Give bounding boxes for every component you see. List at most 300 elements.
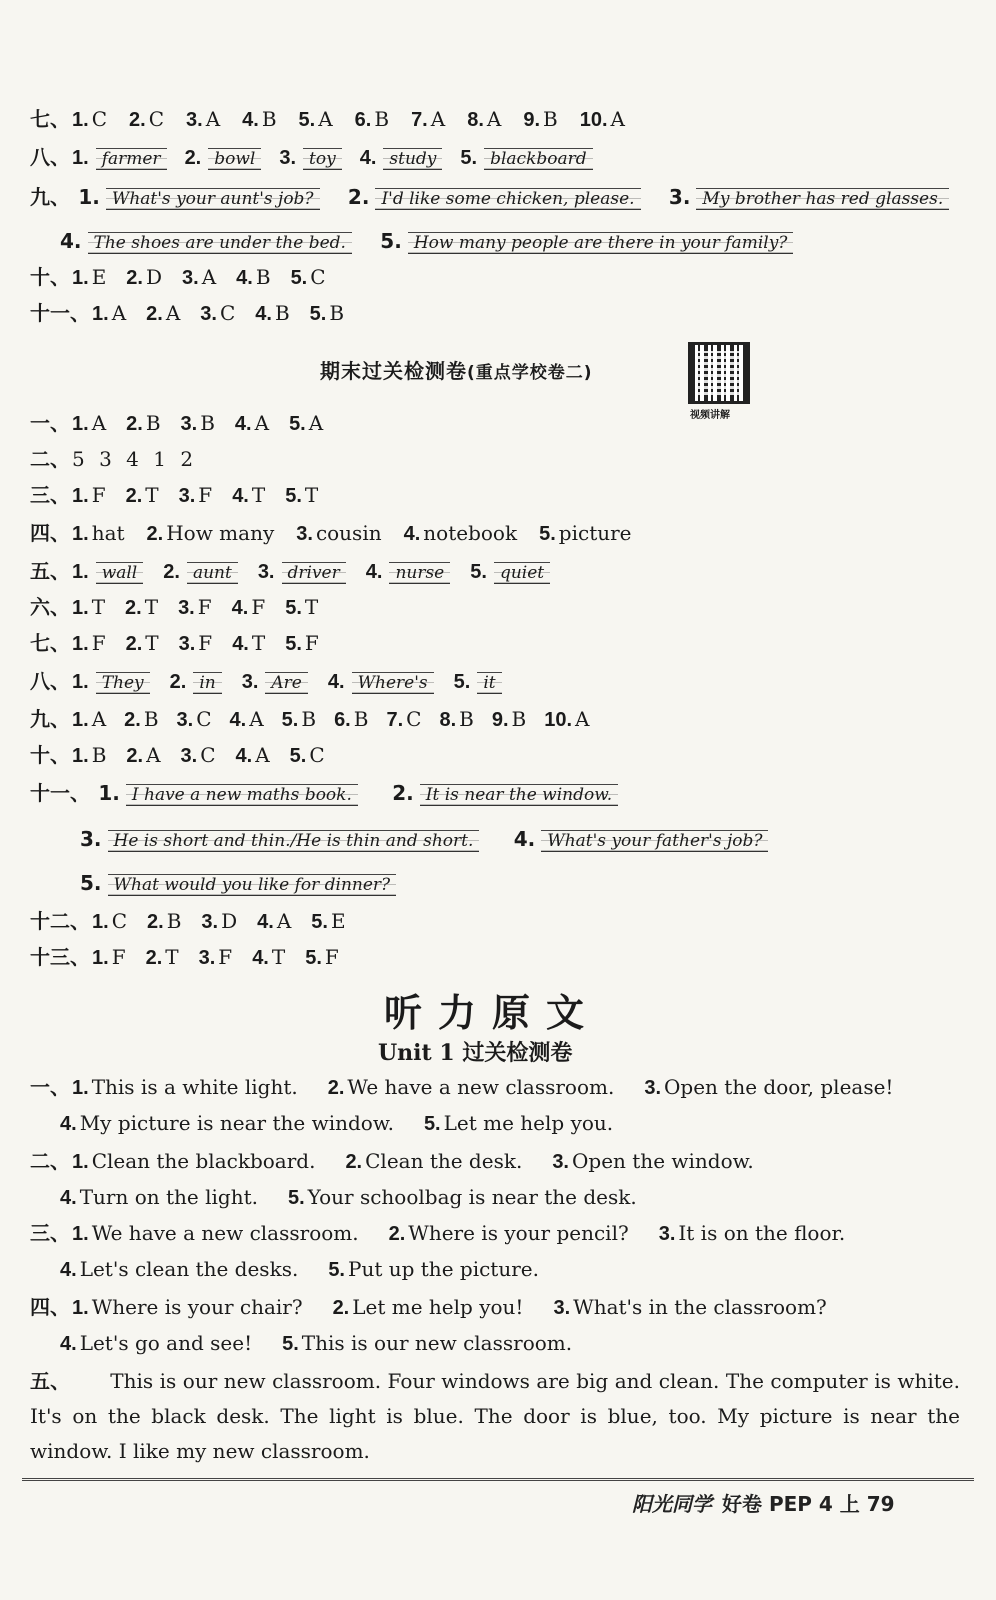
- question-number: 2.: [126, 267, 143, 289]
- answer-item: [199, 945, 233, 969]
- handwritten-answer: aunt: [187, 562, 238, 584]
- question-number: 5.: [470, 561, 487, 583]
- qr-code-icon[interactable]: [688, 342, 750, 404]
- answer-value: F: [91, 631, 106, 655]
- section-label: 十、: [30, 265, 70, 289]
- transcript-item: [659, 1221, 846, 1245]
- answer-value: B: [166, 909, 182, 933]
- transcript-text: Clean the blackboard.: [91, 1149, 316, 1173]
- transcript-text: My picture is near the window.: [79, 1111, 394, 1135]
- question-number: 3.: [180, 413, 198, 435]
- section-label: 三、: [30, 1221, 70, 1245]
- question-number: 7.: [386, 709, 404, 731]
- final-row-3: [30, 480, 338, 511]
- answer-value: A: [255, 743, 270, 767]
- transcript-text: This is our new classroom.: [301, 1331, 573, 1355]
- answer-value: C: [200, 743, 216, 767]
- question-number: 1.: [72, 1297, 89, 1319]
- answer-value: F: [324, 945, 339, 969]
- answer-value: A: [486, 107, 502, 131]
- answer-value: B: [301, 707, 317, 731]
- answer-item: [411, 107, 445, 131]
- question-number: 5.: [298, 109, 316, 131]
- answer-row-section-9b: [60, 226, 793, 256]
- question-number: 8.: [467, 109, 484, 131]
- section-label: 十二、: [30, 909, 90, 933]
- question-number: 6.: [334, 709, 351, 731]
- answer-value: F: [198, 483, 213, 507]
- question-number: 2.: [169, 671, 187, 693]
- final-row-9: [30, 704, 608, 735]
- question-number: 5.: [285, 597, 302, 619]
- answer-item: [232, 595, 266, 619]
- question-number: 5.: [287, 1187, 305, 1209]
- question-number: 5.: [289, 413, 306, 435]
- answer-item: [334, 707, 368, 731]
- listening-row-3b: [60, 1254, 569, 1285]
- section-label: 二、: [30, 447, 70, 471]
- answer-item: [311, 909, 345, 933]
- transcript-item: [288, 1185, 637, 1209]
- handwritten-answer: wall: [96, 562, 144, 584]
- handwritten-answer: toy: [303, 148, 342, 170]
- answer-item: [492, 707, 526, 731]
- answer-item: [290, 743, 325, 767]
- question-number: 1.: [72, 561, 89, 583]
- answer-item: [146, 301, 180, 325]
- question-number: 3.: [178, 485, 196, 507]
- question-number: 1.: [72, 597, 89, 619]
- answer-value: A: [165, 301, 181, 325]
- answer-value: B: [543, 107, 558, 131]
- question-number: 5.: [328, 1259, 345, 1281]
- transcript-text: Clean the desk.: [365, 1149, 523, 1173]
- order-answer: 5 3 4 1 2: [72, 447, 194, 471]
- question-number: 2.: [184, 147, 202, 169]
- section-label: 八、: [30, 145, 70, 169]
- question-number: 8.: [439, 709, 457, 731]
- question-number: 2.: [347, 185, 370, 209]
- section-label: 二、: [30, 1149, 70, 1173]
- question-number: 1.: [72, 109, 89, 131]
- question-number: 2.: [125, 597, 142, 619]
- question-number: 3.: [257, 561, 275, 583]
- answer-value: T: [165, 945, 179, 969]
- question-number: 2.: [126, 745, 144, 767]
- transcript-item: [60, 1185, 258, 1209]
- answer-value: D: [145, 265, 163, 289]
- answer-value: A: [201, 265, 217, 289]
- transcript-text: Put up the picture.: [348, 1257, 539, 1281]
- question-number: 4.: [242, 109, 259, 131]
- question-number: 4.: [236, 267, 253, 289]
- final-row-5: [30, 556, 570, 587]
- section-label: 四、: [30, 1295, 70, 1319]
- answer-value: A: [430, 107, 446, 131]
- section-label: 八、: [30, 669, 70, 693]
- question-number: 5.: [285, 485, 302, 507]
- answer-item: [186, 107, 220, 131]
- answer-item: [72, 707, 106, 731]
- question-number: 4.: [232, 633, 249, 655]
- answer-item: [299, 107, 333, 131]
- handwritten-answer: I'd like some chicken, please.: [375, 188, 640, 210]
- question-number: 5.: [423, 1113, 441, 1135]
- answer-value: E: [91, 265, 107, 289]
- question-number: 1.: [78, 185, 100, 209]
- answer-item: [360, 145, 443, 169]
- answer-row-section-9a: [30, 182, 949, 212]
- answer-item: [296, 521, 381, 545]
- answer-value: T: [251, 483, 266, 507]
- transcript-text: Let's go and see!: [79, 1331, 253, 1355]
- question-number: 2.: [146, 303, 163, 325]
- question-number: 5.: [305, 947, 322, 969]
- final-row-1: [30, 408, 343, 439]
- answer-item: [366, 559, 451, 583]
- answer-item: [126, 265, 162, 289]
- answer-item: [242, 669, 308, 693]
- question-number: 2.: [145, 947, 163, 969]
- answer-value: A: [205, 107, 221, 131]
- transcript-item: [72, 1221, 359, 1245]
- answer-value: B: [329, 301, 345, 325]
- final-row-2: [30, 444, 193, 474]
- final-row-10: [30, 740, 345, 771]
- answer-row-section-8: [30, 142, 611, 173]
- transcript-text: Where is your chair?: [91, 1295, 303, 1319]
- handwritten-answer: He is short and thin./He is thin and short.: [108, 830, 480, 852]
- answer-value: T: [145, 631, 159, 655]
- handwritten-answer: How many people are there in your family?: [408, 232, 794, 254]
- question-number: 3.: [241, 671, 259, 693]
- question-number: 4.: [231, 597, 249, 619]
- answer-value: B: [200, 411, 215, 435]
- answer-value: F: [218, 945, 233, 969]
- answer-item: [163, 559, 238, 583]
- final-row-12: [30, 906, 366, 937]
- answer-item: [291, 265, 326, 289]
- question-number: 10.: [579, 109, 608, 131]
- answer-item: [386, 707, 421, 731]
- question-number: 1.: [72, 745, 89, 767]
- section-label: 五、: [30, 1369, 71, 1393]
- answer-value: C: [406, 707, 422, 731]
- answer-item: [523, 107, 557, 131]
- question-number: 5.: [539, 523, 556, 545]
- handwritten-answer: in: [193, 672, 221, 694]
- question-number: 4.: [234, 413, 252, 435]
- question-number: 4.: [513, 827, 536, 851]
- answer-item: [92, 945, 126, 969]
- question-number: 4.: [255, 303, 272, 325]
- handwritten-answer: quiet: [494, 562, 550, 584]
- final-row-7: [30, 628, 339, 659]
- section-label: 十一、: [30, 301, 90, 325]
- question-number: 4.: [60, 1333, 77, 1355]
- question-number: 3.: [668, 185, 691, 209]
- transcript-item: [72, 1149, 315, 1173]
- answer-value: T: [304, 595, 319, 619]
- answer-value: C: [91, 107, 107, 131]
- question-number: 1.: [72, 671, 89, 693]
- brand-logo: 阳光同学: [632, 1492, 712, 1516]
- question-number: 3.: [176, 709, 194, 731]
- answer-item: [125, 595, 158, 619]
- question-number: 2.: [126, 413, 143, 435]
- question-number: 1.: [72, 633, 89, 655]
- answer-item: [454, 669, 502, 693]
- handwritten-answer: blackboard: [484, 148, 593, 170]
- question-number: 7.: [411, 109, 428, 131]
- transcript-text: Let's clean the desks.: [79, 1257, 299, 1281]
- footer-divider: [22, 1478, 974, 1481]
- section-label: 五、: [30, 559, 70, 583]
- transcript-text: We have a new classroom.: [347, 1075, 615, 1099]
- answer-value: A: [249, 707, 264, 731]
- answer-item: [255, 301, 289, 325]
- transcript-text: What's in the classroom?: [573, 1295, 827, 1319]
- question-number: 1.: [72, 523, 89, 545]
- transcript-item: [552, 1149, 753, 1173]
- listening-row-3a: [30, 1218, 875, 1249]
- answer-item: [355, 107, 389, 131]
- answer-value: E: [330, 909, 346, 933]
- final-row-11b: [80, 824, 768, 854]
- answer-item: [178, 595, 212, 619]
- question-number: 1.: [72, 267, 89, 289]
- answer-value: F: [91, 483, 106, 507]
- answer-item: [279, 145, 341, 169]
- answer-value: B: [374, 107, 390, 131]
- question-number: 1.: [72, 1223, 89, 1245]
- listening-row-2a: [30, 1146, 784, 1177]
- answer-value: B: [143, 707, 159, 731]
- question-number: 2.: [147, 911, 164, 933]
- question-number: 3.: [553, 1297, 571, 1319]
- question-number: 3.: [279, 147, 297, 169]
- answer-item: [285, 595, 318, 619]
- answer-item: [126, 743, 160, 767]
- answer-item: [328, 669, 434, 693]
- listening-row-4a: [30, 1292, 857, 1323]
- question-number: 4.: [235, 745, 253, 767]
- answer-item: [285, 483, 318, 507]
- transcript-text: This is a white light.: [91, 1075, 298, 1099]
- answer-item: [72, 265, 106, 289]
- handwritten-answer: study: [383, 148, 442, 170]
- question-number: 2.: [125, 485, 143, 507]
- answer-item: [544, 707, 589, 731]
- answer-item: [460, 145, 592, 169]
- answer-item: [129, 107, 164, 131]
- question-number: 1.: [92, 303, 109, 325]
- answer-item: [257, 909, 291, 933]
- answer-item: [72, 483, 106, 507]
- question-number: 3.: [180, 745, 198, 767]
- question-number: 2.: [124, 709, 141, 731]
- answer-item: [285, 631, 319, 655]
- question-number: 3.: [552, 1151, 569, 1173]
- question-number: 2.: [327, 1077, 345, 1099]
- final-row-6: [30, 592, 338, 623]
- answer-item: [146, 945, 179, 969]
- question-number: 4.: [359, 147, 377, 169]
- answer-item: [72, 107, 107, 131]
- question-number: 10.: [544, 709, 573, 731]
- answer-value: F: [304, 631, 319, 655]
- answer-item: [235, 411, 269, 435]
- answer-item: [467, 107, 501, 131]
- answer-row-section-10: [30, 262, 346, 293]
- listening-row-1b: [60, 1108, 643, 1139]
- answer-value: B: [353, 707, 369, 731]
- section-label: 九、: [30, 185, 70, 209]
- handwritten-answer: Are: [265, 672, 307, 694]
- answer-value: picture: [558, 521, 632, 545]
- answer-value: B: [255, 265, 271, 289]
- question-number: 1.: [72, 1077, 89, 1099]
- question-number: 5.: [289, 745, 307, 767]
- answer-item: [258, 559, 346, 583]
- question-number: 3.: [296, 523, 313, 545]
- question-number: 5.: [285, 633, 302, 655]
- answer-value: T: [251, 631, 266, 655]
- answer-value: notebook: [423, 521, 518, 545]
- section-label: 七、: [30, 107, 70, 131]
- answer-item: [232, 483, 265, 507]
- answer-item: [72, 521, 125, 545]
- listening-row-4b: [60, 1328, 602, 1359]
- answer-item: [310, 301, 344, 325]
- handwritten-answer: What would you like for dinner?: [108, 874, 397, 896]
- question-number: 1.: [72, 709, 89, 731]
- answer-value: F: [251, 595, 266, 619]
- final-row-4: [30, 518, 654, 549]
- question-number: 1.: [72, 413, 89, 435]
- answer-value: How many: [166, 521, 275, 545]
- answer-value: A: [308, 411, 324, 435]
- answer-value: B: [511, 707, 527, 731]
- transcript-text: We have a new classroom.: [91, 1221, 359, 1245]
- handwritten-answer: bowl: [208, 148, 261, 170]
- question-number: 2.: [388, 1223, 406, 1245]
- qr-caption: 视频讲解: [690, 410, 730, 421]
- answer-item: [282, 707, 316, 731]
- transcript-text: Open the window.: [572, 1149, 754, 1173]
- answer-item: [201, 909, 237, 933]
- listening-row-2b: [60, 1182, 667, 1213]
- transcript-text: Let me help you!: [352, 1295, 524, 1319]
- answer-value: D: [221, 909, 238, 933]
- question-number: 3.: [182, 267, 199, 289]
- question-number: 5.: [453, 671, 471, 693]
- answer-item: [181, 411, 215, 435]
- handwritten-answer: My brother has red glasses.: [696, 188, 949, 210]
- transcript-item: [333, 1295, 524, 1319]
- answer-value: A: [91, 707, 107, 731]
- answer-row-section-7: [30, 104, 647, 135]
- transcript-item: [424, 1111, 613, 1135]
- section-label: 十、: [30, 743, 70, 767]
- answer-value: T: [91, 595, 106, 619]
- question-number: 5.: [80, 871, 102, 895]
- listening-title: 听力原文: [384, 991, 601, 1035]
- answer-value: T: [145, 483, 159, 507]
- handwritten-answer: What's your aunt's job?: [106, 188, 320, 210]
- transcript-item: [282, 1331, 572, 1355]
- answer-item: [179, 483, 213, 507]
- answer-value: A: [111, 301, 127, 325]
- question-number: 2.: [129, 109, 146, 131]
- answer-item: [232, 631, 265, 655]
- answer-value: A: [575, 707, 590, 731]
- answer-value: A: [610, 107, 625, 131]
- transcript-item: [553, 1295, 826, 1319]
- answer-item: [181, 743, 216, 767]
- question-number: 4.: [327, 671, 345, 693]
- question-number: 5.: [309, 303, 327, 325]
- handwritten-answer: I have a new maths book.: [126, 784, 358, 806]
- handwritten-answer: driver: [282, 562, 346, 584]
- footer-text: 好卷 PEP 4 上 79: [722, 1492, 895, 1516]
- section-label: 一、: [30, 1075, 70, 1099]
- question-number: 3.: [201, 911, 219, 933]
- handwritten-answer: Where's: [352, 672, 434, 694]
- section-label: 十一、: [30, 781, 90, 805]
- question-number: 1.: [98, 781, 120, 805]
- answer-row-section-11: [30, 298, 364, 329]
- section-label: 三、: [30, 483, 70, 507]
- answer-value: cousin: [315, 521, 382, 545]
- answer-value: C: [196, 707, 212, 731]
- answer-item: [230, 707, 264, 731]
- transcript-item: [328, 1257, 539, 1281]
- question-number: 4.: [60, 1187, 77, 1209]
- question-number: 5.: [290, 267, 308, 289]
- answer-value: C: [309, 743, 325, 767]
- transcript-item: [72, 1295, 303, 1319]
- question-number: 1.: [72, 147, 89, 169]
- answer-item: [236, 743, 270, 767]
- exam-subtitle: (重点学校卷二): [467, 363, 593, 383]
- answer-item: [185, 145, 262, 169]
- final-row-13: [30, 942, 359, 973]
- question-number: 4.: [403, 523, 421, 545]
- answer-item: [72, 595, 105, 619]
- answer-item: [177, 707, 212, 731]
- handwritten-answer: it: [477, 672, 501, 694]
- answer-value: B: [274, 301, 290, 325]
- answer-value: A: [254, 411, 270, 435]
- question-number: 3.: [644, 1077, 662, 1099]
- answer-value: B: [145, 411, 161, 435]
- handwritten-answer: farmer: [96, 148, 167, 170]
- answer-value: C: [148, 107, 164, 131]
- answer-item: [289, 411, 323, 435]
- answer-value: T: [144, 595, 159, 619]
- question-number: 4.: [60, 1113, 77, 1135]
- transcript-item: [644, 1075, 893, 1099]
- answer-value: C: [219, 301, 236, 325]
- answer-item: [92, 301, 126, 325]
- answer-item: [147, 521, 275, 545]
- question-number: 2.: [345, 1151, 363, 1173]
- question-number: 5.: [380, 229, 402, 253]
- answer-value: F: [198, 631, 213, 655]
- question-number: 3.: [178, 597, 195, 619]
- answer-item: [72, 669, 150, 693]
